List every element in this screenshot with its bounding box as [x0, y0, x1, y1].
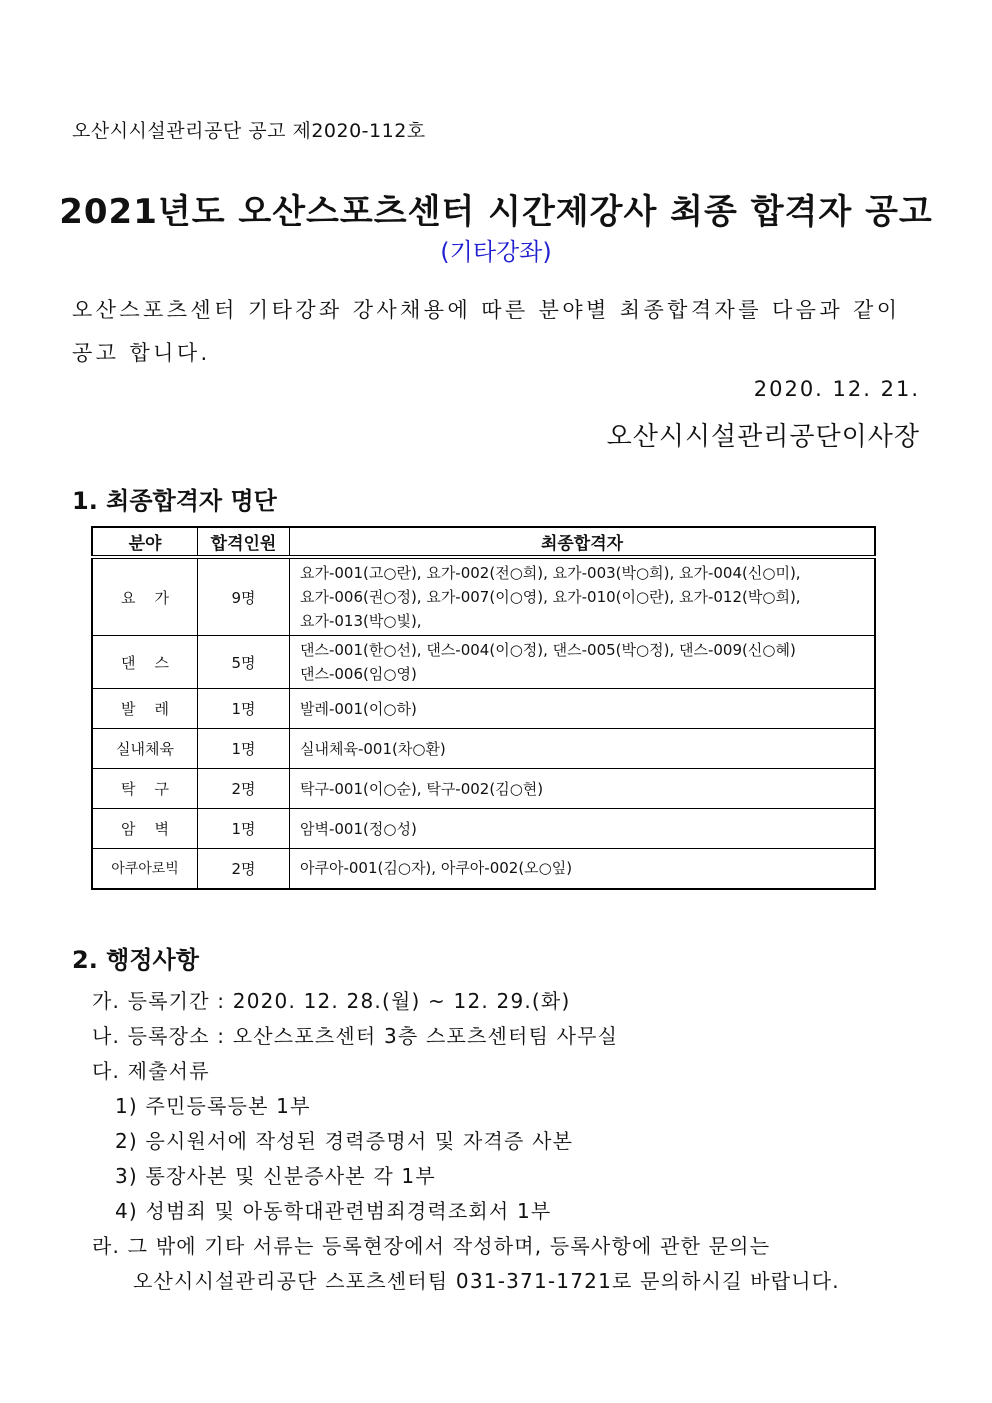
final-candidates-table [91, 526, 876, 890]
row-field: 요 가 [92, 557, 198, 636]
row-candidates [290, 729, 876, 769]
row-field: 댄 스 [92, 636, 198, 689]
intro-paragraph-line-1: 오산스포츠센터 기타강좌 강사채용에 따른 분야별 최종합격자를 다음과 같이 [72, 298, 901, 322]
intro-paragraph-line-2: 공고 합니다. [72, 341, 211, 365]
header-count: 합격인원 [198, 527, 290, 557]
candidate-line: 탁구-001(이○순), 탁구-002(김○현) [300, 779, 544, 798]
admin-doc-1: 1) 주민등록등본 1부 [115, 1094, 311, 1118]
header-candidates: 최종합격자 [290, 527, 876, 557]
page-title: 2021년도 오산스포츠센터 시간제강사 최종 합격자 공고 [59, 192, 933, 232]
candidate-line: 요가-013(박○빛), [300, 612, 422, 630]
admin-item-documents: 다. 제출서류 [92, 1059, 210, 1083]
row-candidates [290, 689, 876, 729]
candidate-line: 아쿠아-001(김○자), 아쿠아-002(오○잎) [300, 859, 573, 878]
row-candidates [290, 769, 876, 809]
notice-date: 2020. 12. 21. [753, 377, 920, 401]
row-field: 아쿠아로빅 [92, 849, 198, 889]
row-field: 암 벽 [92, 809, 198, 849]
table-row [92, 809, 875, 849]
candidate-line: 실내체육-001(차○환) [300, 739, 446, 758]
admin-doc-4: 4) 성범죄 및 아동학대관련범죄경력조회서 1부 [115, 1199, 552, 1223]
admin-doc-3: 3) 통장사본 및 신분증사본 각 1부 [115, 1164, 436, 1188]
row-count: 1명 [198, 809, 290, 849]
row-field: 탁 구 [92, 769, 198, 809]
section-2-heading: 2. 행정사항 [72, 946, 199, 974]
admin-item-other: 라. 그 밖에 기타 서류는 등록현장에서 작성하며, 등록사항에 관한 문의는 [92, 1234, 771, 1258]
candidate-line: 암벽-001(정○성) [300, 819, 417, 838]
row-field: 발 레 [92, 689, 198, 729]
table-row [92, 729, 875, 769]
table-row [92, 636, 875, 689]
row-count: 2명 [198, 769, 290, 809]
section-1-heading: 1. 최종합격자 명단 [72, 487, 277, 515]
admin-item-period: 가. 등록기간 : 2020. 12. 28.(월) ~ 12. 29.(화) [92, 989, 571, 1013]
table-row [92, 689, 875, 729]
notice-number: 오산시시설관리공단 공고 제2020-112호 [72, 120, 426, 142]
candidate-line: 발레-001(이○하) [300, 699, 417, 718]
row-candidates [290, 849, 876, 889]
admin-item-place: 나. 등록장소 : 오산스포츠센터 3층 스포츠센터팀 사무실 [92, 1024, 619, 1048]
table-row [92, 557, 875, 636]
row-candidates [290, 809, 876, 849]
candidate-line: 댄스-006(임○영) [300, 665, 417, 683]
candidate-line: 댄스-001(한○선), 댄스-004(이○정), 댄스-005(박○정), 댄스-009(신○혜) [300, 641, 796, 659]
candidate-line: 요가-001(고○란), 요가-002(전○희), 요가-003(박○희), 요가-004(신○미), [300, 564, 801, 582]
admin-item-contact: 오산시시설관리공단 스포츠센터팀 031-371-1721로 문의하시길 바랍니다. [133, 1269, 840, 1293]
row-count: 1명 [198, 729, 290, 769]
table-row [92, 769, 875, 809]
row-count: 2명 [198, 849, 290, 889]
page-subtitle: (기타강좌) [440, 238, 552, 266]
admin-doc-2: 2) 응시원서에 작성된 경력증명서 및 자격증 사본 [115, 1129, 574, 1153]
table-header-row [92, 527, 875, 557]
row-candidates [290, 636, 876, 689]
table-row [92, 849, 875, 889]
issuer-name: 오산시시설관리공단이사장 [606, 422, 920, 452]
candidate-line: 요가-006(권○정), 요가-007(이○영), 요가-010(이○란), 요가-012(박○희), [300, 588, 801, 606]
row-candidates [290, 557, 876, 636]
row-count: 9명 [198, 557, 290, 636]
header-field: 분야 [92, 527, 198, 557]
row-count: 1명 [198, 689, 290, 729]
row-count: 5명 [198, 636, 290, 689]
row-field: 실내체육 [92, 729, 198, 769]
